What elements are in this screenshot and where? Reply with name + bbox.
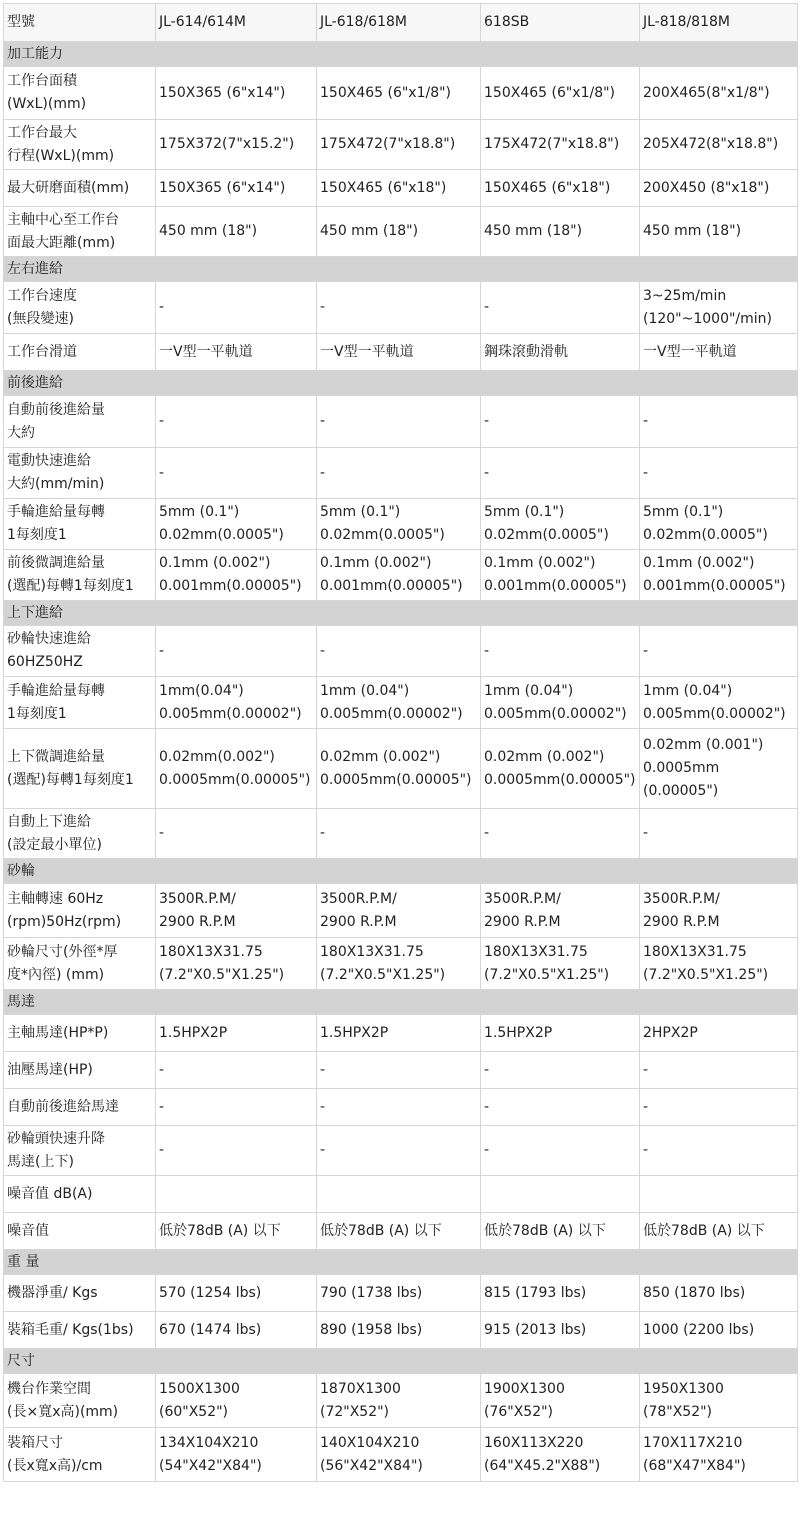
spec-value: 1mm(0.04") 0.005mm(0.00002") xyxy=(156,677,317,729)
table-row xyxy=(4,1052,798,1089)
header-model-jl-818: JL-818/818M xyxy=(640,4,798,42)
spec-value: 850 (1870 lbs) xyxy=(640,1275,798,1312)
spec-value: 低於78dB (A) 以下 xyxy=(156,1213,317,1250)
row-label: 自動前後進給馬達 xyxy=(4,1089,156,1126)
table-row xyxy=(4,1126,798,1176)
spec-value: 150X465 (6"x1/8") xyxy=(481,67,640,120)
header-model-jl-614: JL-614/614M xyxy=(156,4,317,42)
section-title: 左右進給 xyxy=(4,257,798,282)
section-title: 尺寸 xyxy=(4,1349,798,1374)
section-title: 加工能力 xyxy=(4,42,798,67)
section-row xyxy=(4,371,798,396)
spec-value: 5mm (0.1") 0.02mm(0.0005") xyxy=(640,499,798,550)
spec-value: - xyxy=(481,626,640,677)
spec-value: 1950X1300 (78"X52") xyxy=(640,1374,798,1428)
spec-value: 150X465 (6"x18") xyxy=(481,170,640,207)
spec-value: - xyxy=(481,448,640,499)
table-row xyxy=(4,729,798,809)
row-label: 砂輪頭快速升降 馬達(上下) xyxy=(4,1126,156,1176)
spec-value: 670 (1474 lbs) xyxy=(156,1312,317,1349)
spec-value: - xyxy=(317,282,481,334)
row-label: 電動快速進給 大約(mm/min) xyxy=(4,448,156,499)
section-row xyxy=(4,859,798,884)
spec-value: 450 mm (18") xyxy=(317,207,481,257)
row-label: 手輪進給量每轉 1每刻度1 xyxy=(4,499,156,550)
spec-value: 180X13X31.75 (7.2"X0.5"X1.25") xyxy=(640,938,798,990)
spec-value: 0.02mm (0.001") 0.0005mm (0.00005") xyxy=(640,729,798,809)
spec-value: 450 mm (18") xyxy=(640,207,798,257)
spec-value: - xyxy=(640,626,798,677)
table-row xyxy=(4,809,798,859)
row-label: 最大研磨面積(mm) xyxy=(4,170,156,207)
spec-value: 低於78dB (A) 以下 xyxy=(481,1213,640,1250)
section-title: 馬達 xyxy=(4,990,798,1015)
spec-value: 1.5HPX2P xyxy=(156,1015,317,1052)
spec-value: 0.1mm (0.002") 0.001mm(0.00005") xyxy=(156,550,317,601)
row-label: 工作台速度 (無段變速) xyxy=(4,282,156,334)
spec-value: 5mm (0.1") 0.02mm(0.0005") xyxy=(317,499,481,550)
row-label: 自動上下進給 (設定最小單位) xyxy=(4,809,156,859)
spec-value: 175X372(7"x15.2") xyxy=(156,120,317,170)
spec-value: 150X465 (6"x1/8") xyxy=(317,67,481,120)
spec-value: - xyxy=(640,1089,798,1126)
spec-value: - xyxy=(156,282,317,334)
spec-value: 450 mm (18") xyxy=(156,207,317,257)
spec-value xyxy=(156,1176,317,1213)
spec-value: 160X113X220 (64"X45.2"X88") xyxy=(481,1428,640,1482)
table-row xyxy=(4,1089,798,1126)
table-row xyxy=(4,334,798,371)
spec-value: - xyxy=(317,1052,481,1089)
section-title: 砂輪 xyxy=(4,859,798,884)
spec-table xyxy=(3,3,798,1482)
spec-value: - xyxy=(640,809,798,859)
spec-value: 180X13X31.75 (7.2"X0.5"X1.25") xyxy=(317,938,481,990)
spec-value: 0.02mm (0.002") 0.0005mm(0.00005") xyxy=(481,729,640,809)
spec-value: 1mm (0.04") 0.005mm(0.00002") xyxy=(640,677,798,729)
spec-value: 175X472(7"x18.8") xyxy=(317,120,481,170)
spec-value xyxy=(481,1176,640,1213)
spec-value: 一V型一平軌道 xyxy=(640,334,798,371)
spec-value: - xyxy=(481,282,640,334)
spec-value: 915 (2013 lbs) xyxy=(481,1312,640,1349)
row-label: 自動前後進給量 大約 xyxy=(4,396,156,448)
spec-value: 3500R.P.M/ 2900 R.P.M xyxy=(640,884,798,938)
section-row xyxy=(4,601,798,626)
table-row xyxy=(4,499,798,550)
spec-value: 150X465 (6"x18") xyxy=(317,170,481,207)
table-row xyxy=(4,550,798,601)
section-row xyxy=(4,990,798,1015)
spec-value: 低於78dB (A) 以下 xyxy=(317,1213,481,1250)
row-label: 機台作業空間 (長×寬x高)(mm) xyxy=(4,1374,156,1428)
spec-value: - xyxy=(156,626,317,677)
table-row xyxy=(4,1428,798,1482)
spec-value: 低於78dB (A) 以下 xyxy=(640,1213,798,1250)
table-row xyxy=(4,1312,798,1349)
spec-value: 0.1mm (0.002") 0.001mm(0.00005") xyxy=(481,550,640,601)
row-label: 砂輪快速進給 60HZ50HZ xyxy=(4,626,156,677)
spec-value: 1870X1300 (72"X52") xyxy=(317,1374,481,1428)
spec-value: - xyxy=(317,626,481,677)
spec-value: - xyxy=(156,448,317,499)
row-label: 裝箱毛重/ Kgs(1bs) xyxy=(4,1312,156,1349)
row-label: 工作台面積 (WxL)(mm) xyxy=(4,67,156,120)
spec-value: 1.5HPX2P xyxy=(317,1015,481,1052)
row-label: 上下微調進給量 (選配)每轉1每刻度1 xyxy=(4,729,156,809)
spec-value: 200X465(8"x1/8") xyxy=(640,67,798,120)
table-row xyxy=(4,207,798,257)
spec-value: 0.1mm (0.002") 0.001mm(0.00005") xyxy=(317,550,481,601)
table-row xyxy=(4,626,798,677)
section-row xyxy=(4,1349,798,1374)
header-row xyxy=(4,4,798,42)
table-row xyxy=(4,282,798,334)
spec-value: 1.5HPX2P xyxy=(481,1015,640,1052)
spec-value: 3~25m/min (120"~1000"/min) xyxy=(640,282,798,334)
table-row xyxy=(4,170,798,207)
spec-value: - xyxy=(317,1089,481,1126)
row-label: 前後微調進給量 (選配)每轉1每刻度1 xyxy=(4,550,156,601)
spec-value: - xyxy=(481,809,640,859)
spec-value: 180X13X31.75 (7.2"X0.5"X1.25") xyxy=(156,938,317,990)
spec-value: 570 (1254 lbs) xyxy=(156,1275,317,1312)
spec-value: - xyxy=(640,448,798,499)
spec-value: 150X365 (6"x14") xyxy=(156,67,317,120)
row-label: 主軸轉速 60Hz (rpm)50Hz(rpm) xyxy=(4,884,156,938)
table-row xyxy=(4,1176,798,1213)
row-label: 砂輪尺寸(外徑*厚 度*內徑) (mm) xyxy=(4,938,156,990)
spec-value: 0.02mm (0.002") 0.0005mm(0.00005") xyxy=(317,729,481,809)
table-row xyxy=(4,120,798,170)
spec-value: - xyxy=(156,1126,317,1176)
table-row xyxy=(4,1275,798,1312)
spec-value: - xyxy=(317,448,481,499)
spec-value: 0.1mm (0.002") 0.001mm(0.00005") xyxy=(640,550,798,601)
spec-value: 205X472(8"x18.8") xyxy=(640,120,798,170)
spec-value: 140X104X210 (56"X42"X84") xyxy=(317,1428,481,1482)
spec-value: 790 (1738 lbs) xyxy=(317,1275,481,1312)
row-label: 工作台最大 行程(WxL)(mm) xyxy=(4,120,156,170)
spec-value: - xyxy=(481,1089,640,1126)
spec-value: 150X365 (6"x14") xyxy=(156,170,317,207)
spec-value: - xyxy=(640,396,798,448)
row-label: 噪音值 dB(A) xyxy=(4,1176,156,1213)
table-row xyxy=(4,1213,798,1250)
section-row xyxy=(4,42,798,67)
row-label: 手輪進給量每轉 1每刻度1 xyxy=(4,677,156,729)
table-row xyxy=(4,1015,798,1052)
spec-value: 1500X1300 (60"X52") xyxy=(156,1374,317,1428)
section-title: 重 量 xyxy=(4,1250,798,1275)
spec-value: 5mm (0.1") 0.02mm(0.0005") xyxy=(156,499,317,550)
row-label: 工作台滑道 xyxy=(4,334,156,371)
spec-value: - xyxy=(156,809,317,859)
spec-value: - xyxy=(481,1126,640,1176)
spec-value: 一V型一平軌道 xyxy=(317,334,481,371)
spec-value: 2HPX2P xyxy=(640,1015,798,1052)
spec-value: - xyxy=(156,1089,317,1126)
table-row xyxy=(4,677,798,729)
table-row xyxy=(4,396,798,448)
spec-value: 1mm (0.04") 0.005mm(0.00002") xyxy=(317,677,481,729)
spec-value: 134X104X210 (54"X42"X84") xyxy=(156,1428,317,1482)
spec-value: 890 (1958 lbs) xyxy=(317,1312,481,1349)
spec-value: - xyxy=(156,1052,317,1089)
spec-value: 815 (1793 lbs) xyxy=(481,1275,640,1312)
spec-value: 1000 (2200 lbs) xyxy=(640,1312,798,1349)
spec-value: 200X450 (8"x18") xyxy=(640,170,798,207)
spec-value: 180X13X31.75 (7.2"X0.5"X1.25") xyxy=(481,938,640,990)
spec-value: - xyxy=(481,396,640,448)
section-title: 前後進給 xyxy=(4,371,798,396)
spec-value: 鋼珠滾動滑軌 xyxy=(481,334,640,371)
table-row xyxy=(4,938,798,990)
spec-value: 1mm (0.04") 0.005mm(0.00002") xyxy=(481,677,640,729)
spec-value xyxy=(640,1176,798,1213)
row-label: 主軸中心至工作台 面最大距離(mm) xyxy=(4,207,156,257)
table-row xyxy=(4,1374,798,1428)
section-row xyxy=(4,257,798,282)
section-row xyxy=(4,1250,798,1275)
spec-value: 175X472(7"x18.8") xyxy=(481,120,640,170)
spec-value: 5mm (0.1") 0.02mm(0.0005") xyxy=(481,499,640,550)
spec-value: 170X117X210 (68"X47"X84") xyxy=(640,1428,798,1482)
spec-value: - xyxy=(156,396,317,448)
section-title: 上下進給 xyxy=(4,601,798,626)
spec-value: - xyxy=(317,809,481,859)
row-label: 油壓馬達(HP) xyxy=(4,1052,156,1089)
spec-value: - xyxy=(640,1052,798,1089)
table-row xyxy=(4,884,798,938)
spec-value: 3500R.P.M/ 2900 R.P.M xyxy=(481,884,640,938)
spec-value: 一V型一平軌道 xyxy=(156,334,317,371)
table-header xyxy=(4,4,798,42)
spec-value: 3500R.P.M/ 2900 R.P.M xyxy=(317,884,481,938)
header-model-jl-618: JL-618/618M xyxy=(317,4,481,42)
row-label: 噪音值 xyxy=(4,1213,156,1250)
row-label: 機器淨重/ Kgs xyxy=(4,1275,156,1312)
spec-value: 3500R.P.M/ 2900 R.P.M xyxy=(156,884,317,938)
spec-value: - xyxy=(317,396,481,448)
row-label: 主軸馬達(HP*P) xyxy=(4,1015,156,1052)
table-row xyxy=(4,67,798,120)
spec-value: - xyxy=(640,1126,798,1176)
spec-value: 0.02mm(0.002") 0.0005mm(0.00005") xyxy=(156,729,317,809)
table-body xyxy=(4,42,798,1482)
spec-value: - xyxy=(317,1126,481,1176)
spec-value xyxy=(317,1176,481,1213)
table-row xyxy=(4,448,798,499)
header-model-label: 型號 xyxy=(4,4,156,42)
spec-value: 1900X1300 (76"X52") xyxy=(481,1374,640,1428)
header-model-618sb: 618SB xyxy=(481,4,640,42)
spec-value: - xyxy=(481,1052,640,1089)
spec-value: 450 mm (18") xyxy=(481,207,640,257)
row-label: 裝箱尺寸 (長x寬x高)/cm xyxy=(4,1428,156,1482)
